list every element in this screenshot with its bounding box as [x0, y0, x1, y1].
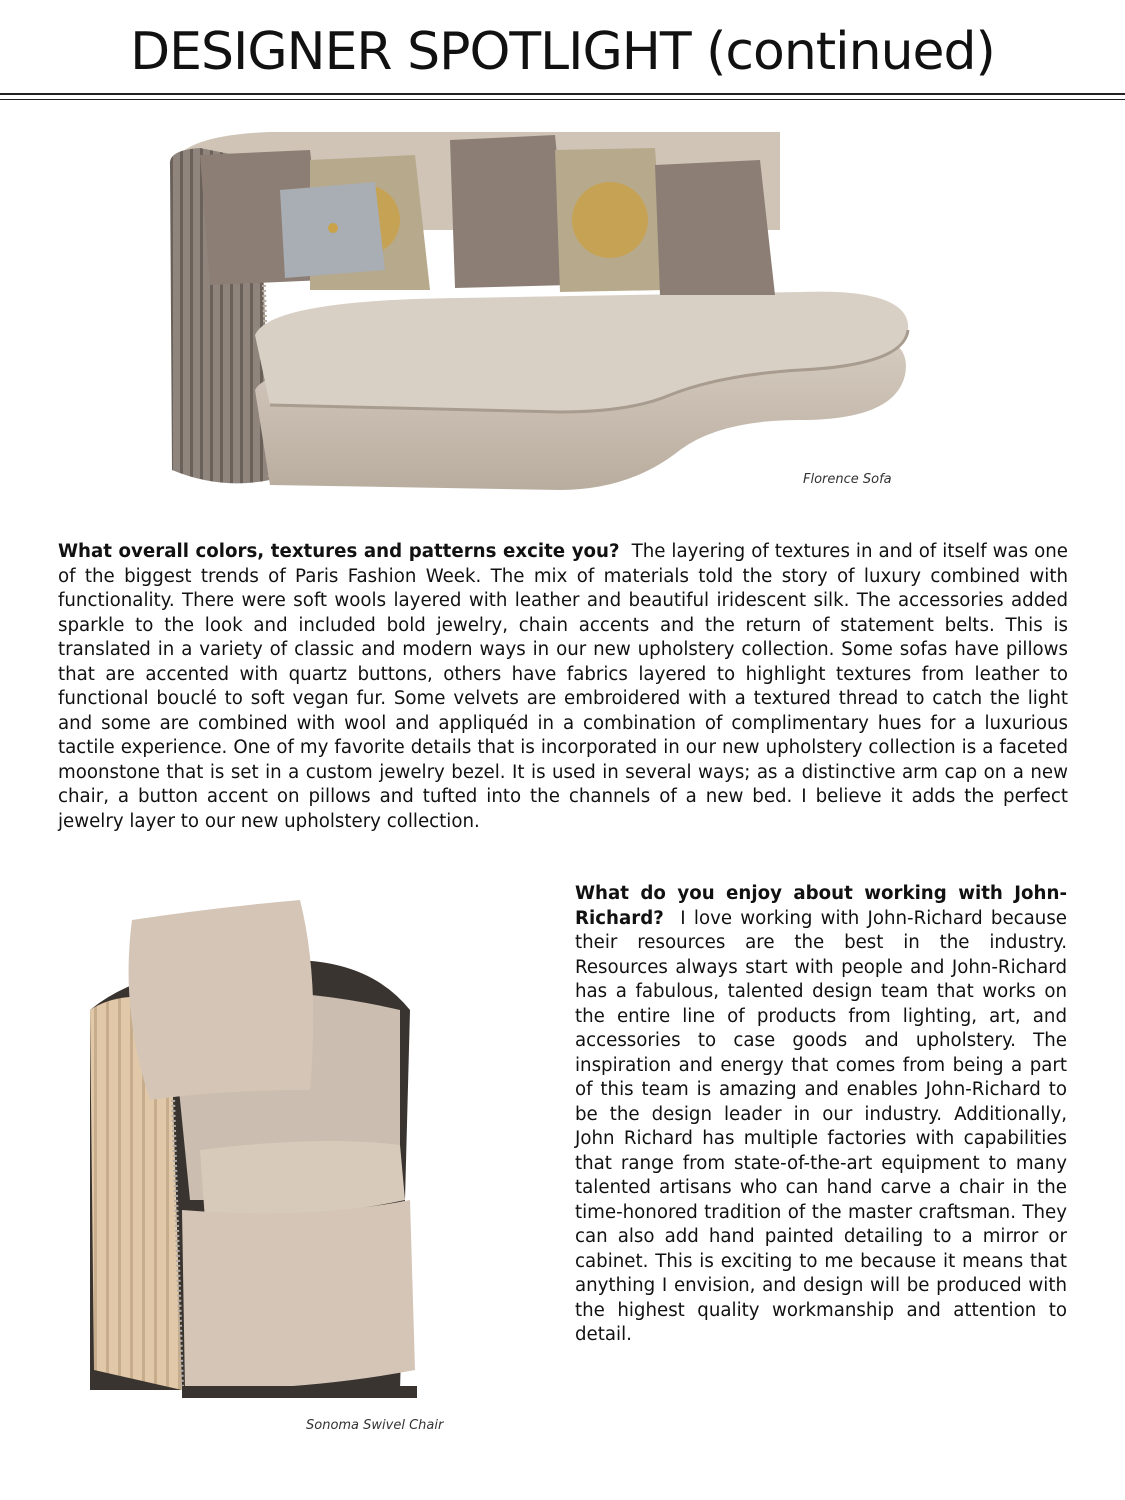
- question-working-with-john-richard: What do you enjoy about working with John-Richard?: [575, 883, 1067, 929]
- sonoma-swivel-chair-image: [70, 900, 540, 1400]
- florence-sofa-image: [160, 120, 920, 500]
- title-rule-thick: [0, 93, 1125, 95]
- paragraph-working-with-john-richard: [575, 882, 1067, 1348]
- answer-colors-textures: The layering of textures in and of itself was one of the biggest trends of Paris Fashion Week. The mix of materials told the story of luxury combined with functionality. There were soft wools layered with leather and beautiful iridescent silk. The accessories added sparkle to the look and included bold jewelry, chain accents and the return of statement belts. This is translated in a variety of classic and modern ways in our new upholstery collection. Some sofas have pillows that are accented with quartz buttons, others have fabrics layered to highlight textures from leather to functional bouclé to soft vegan fur. Some velvets are embroidered with a textured thread to catch the light and some are combined with wool and appliquéd in a combination of complimentary hues for a luxurious tactile experience. One of my favorite details that is incorporated in our new upholstery collection is a faceted moonstone that is set in a custom jewelry bezel. It is used in several ways; as a distinctive arm cap on a new chair, a button accent on pillows and tufted into the channels of a new bed. I believe it adds the perfect jewelry layer to our new upholstery collection.: [58, 541, 1068, 832]
- question-colors-textures: What overall colors, textures and patterns excite you?: [58, 541, 620, 562]
- title-rule-thin: [0, 99, 1125, 100]
- chair-caption: Sonoma Swivel Chair: [306, 1418, 444, 1433]
- answer-working-with-john-richard: I love working with John-Richard because their resources are the best in the industry. Resources always start with people and John-Richard has a fabulous, talented design team that works on the entire line of products from lighting, art, and accessories to case goods and upholstery. The inspiration and energy that comes from being a part of this team is amazing and enables John-Richard to be the design leader in our industry. Additionally, John Richard has multiple factories with capabilities that range from state-of-the-art equipment to many talented artisans who can hand carve a chair in the time-honored tradition of the master craftsman. They can also add hand painted detailing to a mirror or cabinet. This is exciting to me because it means that anything I envision, and design will be produced with the highest quality workmanship and attention to detail.: [575, 907, 1067, 1345]
- sofa-caption: Florence Sofa: [803, 472, 892, 487]
- paragraph-colors-textures: [58, 540, 1068, 834]
- page-title: DESIGNER SPOTLIGHT (continued): [130, 22, 995, 82]
